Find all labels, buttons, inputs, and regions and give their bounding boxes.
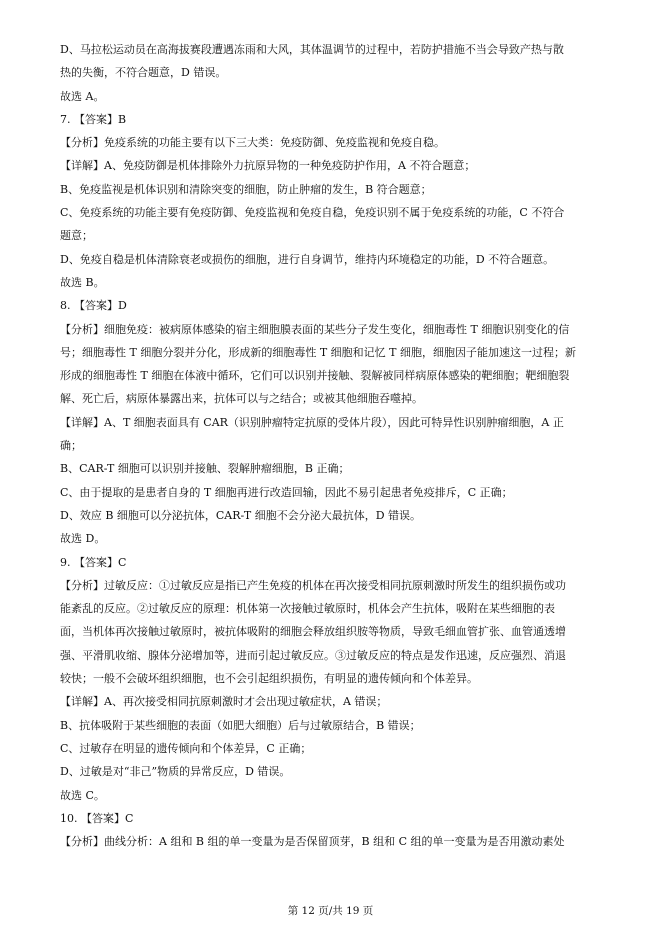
- text-line: D、免疫自稳是机体清除衰老或损伤的细胞，进行自身调节，维持内环境稳定的功能，D 不符合题意。: [60, 252, 555, 266]
- text-line: 故选 C。: [60, 788, 105, 802]
- text-line: 确；: [60, 439, 82, 453]
- text-line: 解、死亡后，病原体暴露出来，抗体可以与之结合；或被其他细胞吞噬掉。: [60, 392, 423, 406]
- text-line: D、效应 B 细胞可以分泌抗体，CAR-T 细胞不会分泌大最抗体，D 错误。: [60, 508, 422, 522]
- text-line: 【详解】A、再次接受相同抗原刺激时才会出现过敏症状，A 错误；: [60, 695, 388, 709]
- text-line: 形成的细胞毒性 T 细胞在体液中循环，它们可以识别并接触、裂解被同样病原体感染的靶细胞；靶细胞裂: [60, 369, 570, 383]
- question-answer-8: 8. 【答案】D: [60, 299, 127, 313]
- text-line: C、过敏存在明显的遗传倾向和个体差异，C 正确；: [60, 741, 312, 755]
- text-line: D、马拉松运动员在高海拔赛段遭遇冻雨和大风，其体温调节的过程中，若防护措施不当会导致产热与散: [60, 43, 564, 56]
- page-footer: 第 12 页/共 19 页: [287, 905, 374, 917]
- text-line: 较快；一般不会破坏组织细胞，也不会引起组织损伤，有明显的遗传倾向和个体差异。: [60, 672, 478, 686]
- text-line: 故选 A。: [60, 89, 105, 103]
- question-answer-9: 9. 【答案】C: [60, 555, 127, 569]
- text-line: 面，当机体再次接触过敏原时，被抗体吸附的细胞会释放组织胺等物质，导致毛细血管扩张、血管通透增: [60, 625, 566, 639]
- text-line: 强、平滑肌收缩、腺体分泌增加等，进而引起过敏反应。③过敏反应的特点是发作迅速，反应强烈、消退: [60, 648, 566, 662]
- text-line: 【分析】曲线分析：A 组和 B 组的单一变量为是否保留顶芽，B 组和 C 组的单一变量为是否用激动素处: [60, 835, 565, 849]
- text-line: 题意；: [60, 229, 93, 243]
- text-line: 【详解】A、免疫防御是机体排除外力抗原异物的一种免疫防护作用，A 不符合题意；: [60, 159, 476, 173]
- text-line: 【分析】细胞免疫：被病原体感染的宿主细胞膜表面的某些分子发生变化，细胞毒性 T 细胞识别变化的信: [60, 322, 570, 336]
- text-line: 【分析】过敏反应：①过敏反应是指已产生免疫的机体在再次接受相同抗原刺激时所发生的组织损伤或功: [60, 578, 566, 592]
- question-answer-7: 7. 【答案】B: [60, 112, 127, 126]
- text-line: 故选 B。: [60, 275, 105, 289]
- text-line: C、免疫系统的功能主要有免疫防御、免疫监视和免疫自稳，免疫识别不属于免疫系统的功能，C 不符合: [60, 206, 565, 220]
- text-line: B、免疫监视是机体识别和清除突变的细胞，防止肿瘤的发生，B 符合题意；: [60, 182, 432, 196]
- text-line: B、抗体吸附于某些细胞的表面（如肥大细胞）后与过敏原结合，B 错误；: [60, 718, 421, 732]
- text-line: 故选 D。: [60, 532, 106, 546]
- text-line: D、过敏是对“非己”物质的异常反应，D 错误。: [60, 765, 291, 779]
- document-body: [60, 38, 608, 853]
- text-line: B、CAR-T 细胞可以识别并接触、裂解肿瘤细胞，B 正确；: [60, 462, 350, 476]
- text-line: 能紊乱的反应。②过敏反应的原理：机体第一次接触过敏原时，机体会产生抗体，吸附在某些细胞的表: [60, 602, 555, 616]
- text-line: C、由于提取的是患者自身的 T 细胞再进行改造回输，因此不易引起患者免疫排斥，C 正确；: [60, 485, 513, 499]
- text-line: 【分析】免疫系统的功能主要有以下三大类：免疫防御、免疫监视和免疫自稳。: [60, 136, 445, 150]
- text-line: 热的失衡，不符合题意，D 错误。: [60, 66, 227, 80]
- text-line: 号；细胞毒性 T 细胞分裂并分化，形成新的细胞毒性 T 细胞和记忆 T 细胞，细胞因子能加速这一过程；新: [60, 345, 576, 359]
- question-answer-10: 10. 【答案】C: [60, 811, 134, 825]
- text-line: 【详解】A、T 细胞表面具有 CAR（识别肿瘤特定抗原的受体片段），因此可特异性识别肿瘤细胞，A 正: [60, 415, 564, 429]
